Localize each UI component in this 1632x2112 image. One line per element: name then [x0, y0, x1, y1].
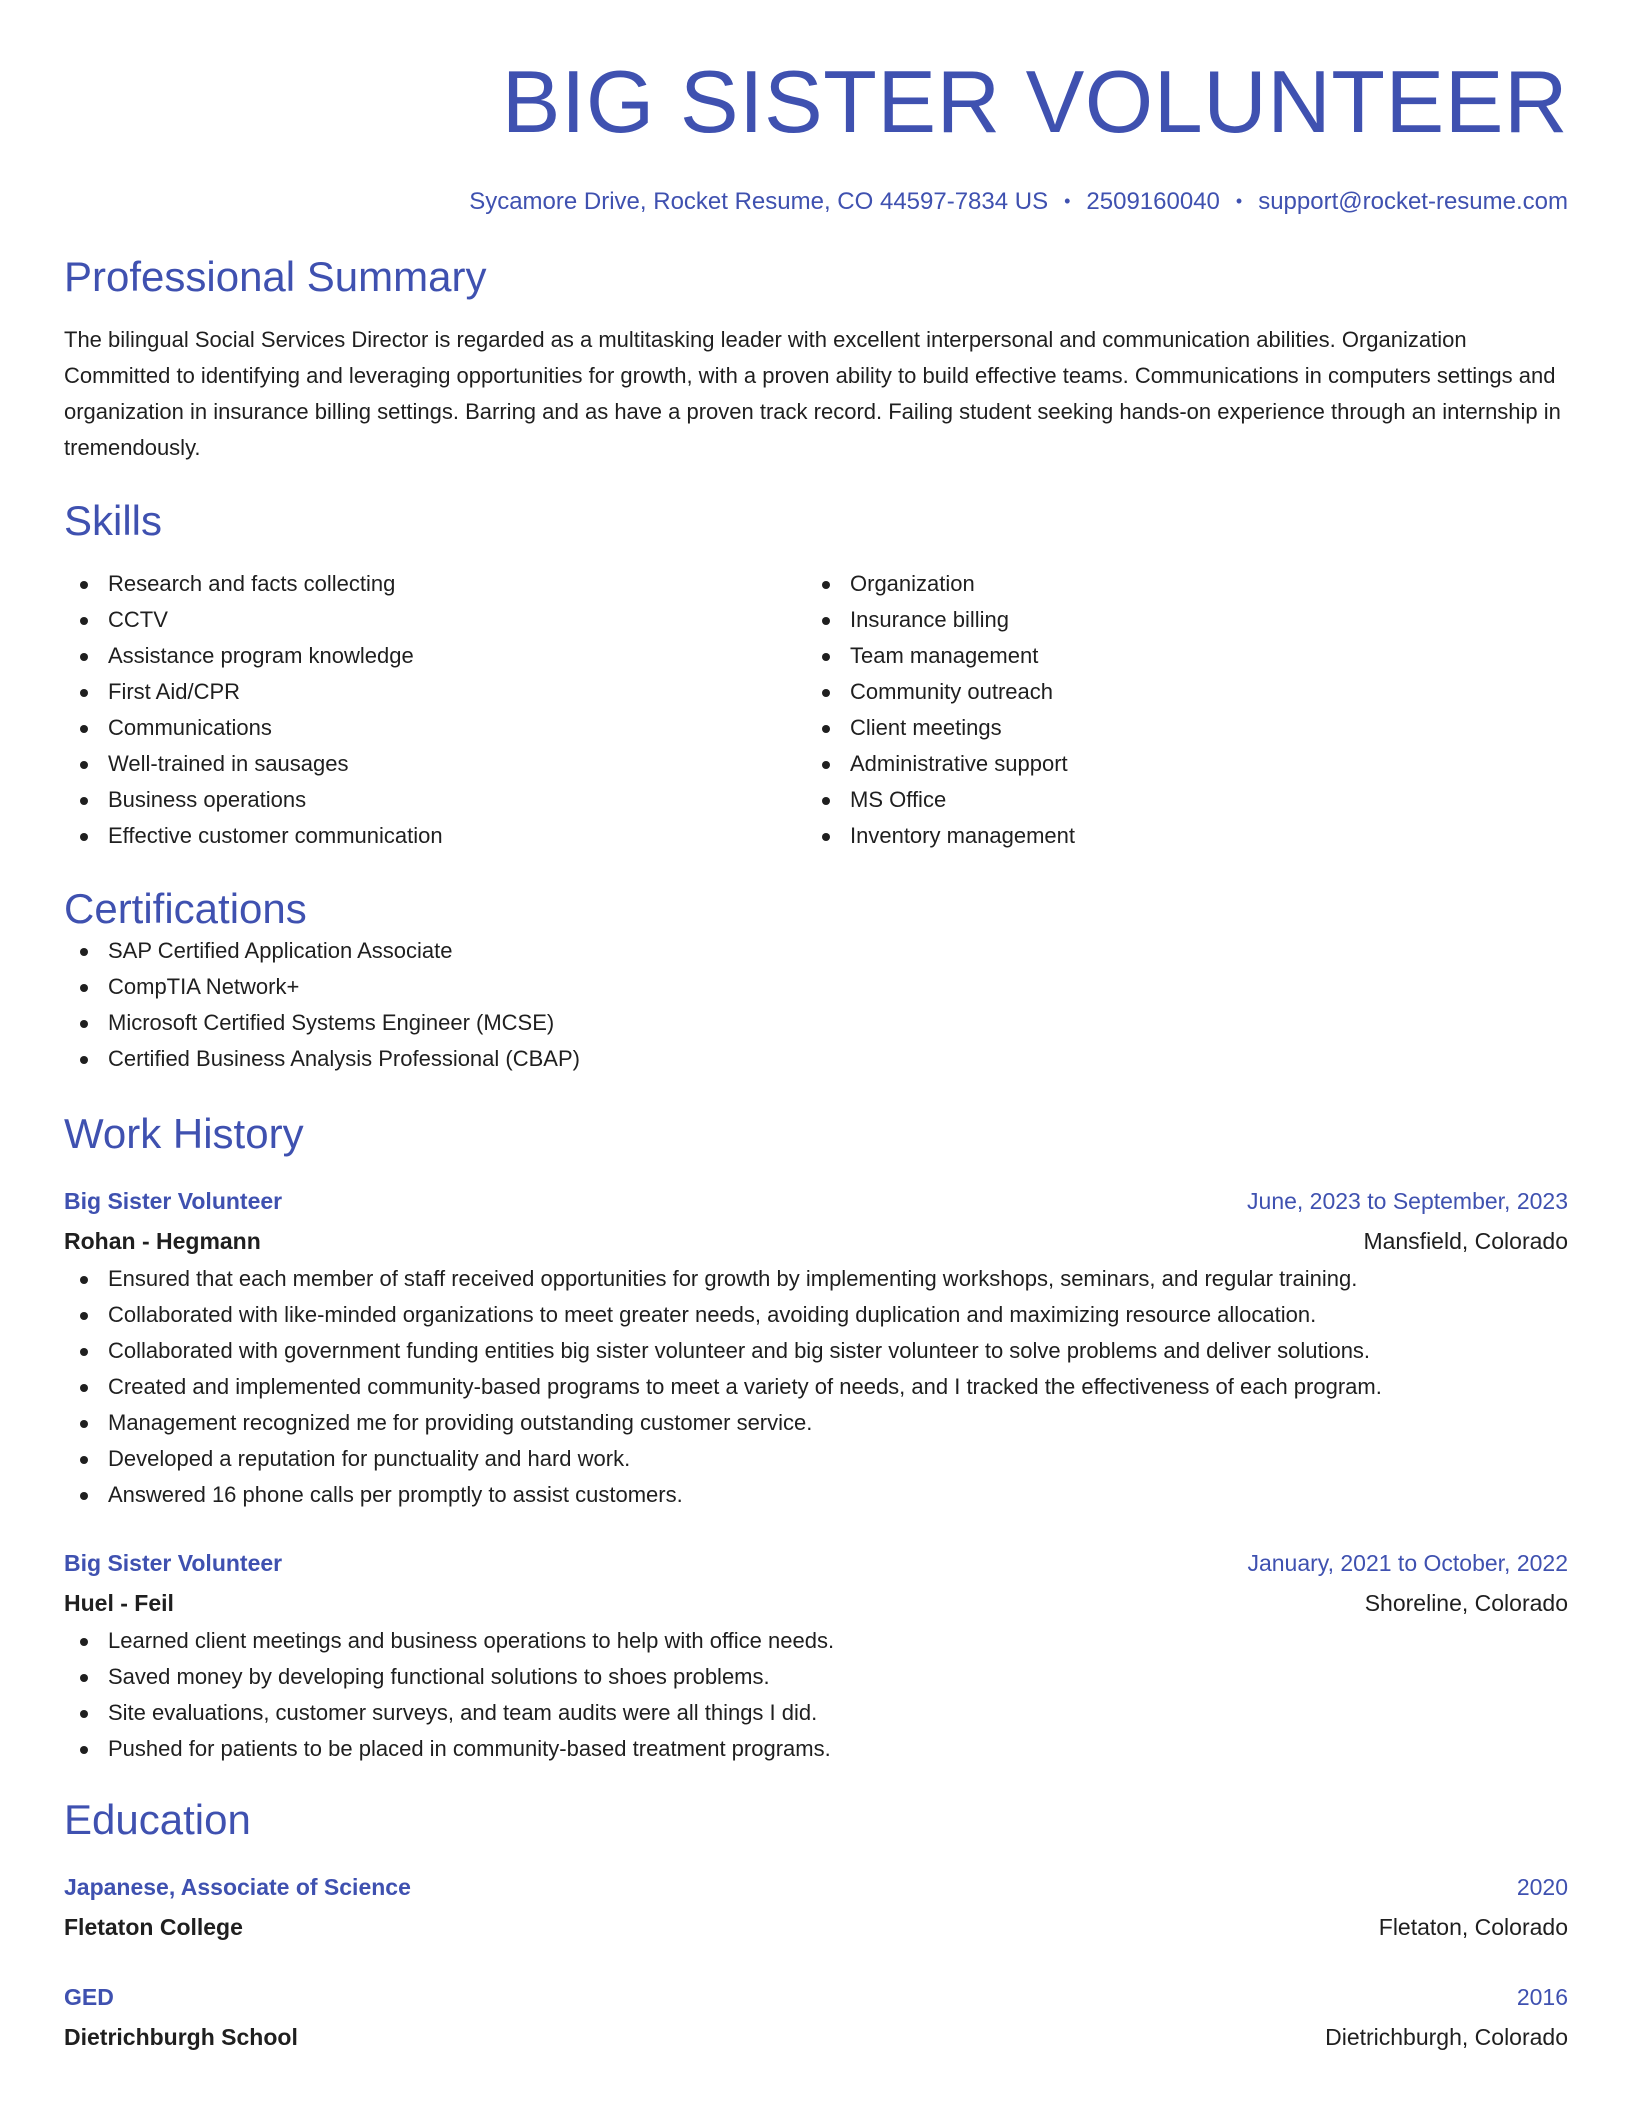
education-degree-row — [64, 1867, 1568, 1907]
skills-section — [64, 498, 1568, 854]
skills-grid — [64, 566, 1568, 854]
work-history-heading: Work History — [64, 1109, 304, 1157]
job-bullet: Answered 16 phone calls per promptly to assist customers. — [64, 1477, 1568, 1513]
certifications-section — [64, 886, 1568, 1076]
education-degree-row — [64, 1977, 1568, 2017]
education-degree: GED — [64, 1983, 114, 2010]
contact-separator: • — [1064, 191, 1071, 211]
skill-item: Effective customer communication — [64, 818, 806, 854]
contact-phone[interactable]: 2509160040 — [1086, 188, 1220, 215]
skill-item: Community outreach — [806, 674, 1548, 710]
job-bullet: Developed a reputation for punctuality and hard work. — [64, 1441, 1568, 1477]
skill-item: Organization — [806, 566, 1548, 602]
skill-item: Assistance program knowledge — [64, 638, 806, 674]
certification-item: Microsoft Certified Systems Engineer (MCSE) — [64, 1005, 1568, 1041]
job-role: Big Sister Volunteer — [64, 1549, 283, 1576]
job-company-row — [64, 1221, 1568, 1261]
skill-item: Well-trained in sausages — [64, 746, 806, 782]
skill-item: Business operations — [64, 782, 806, 818]
skills-list-right — [806, 566, 1548, 854]
job-bullet: Management recognized me for providing outstanding customer service. — [64, 1405, 1568, 1441]
skills-column-right — [806, 566, 1548, 854]
job-bullet: Collaborated with government funding entities big sister volunteer and big sister volunteer to solve problems and deliver solutions. — [64, 1333, 1568, 1369]
contact-address: Sycamore Drive, Rocket Resume, CO 44597-7834 US — [469, 188, 1049, 215]
education-heading: Education — [64, 1795, 251, 1843]
education-year: 2016 — [1516, 1983, 1568, 2010]
education-location: Dietrichburgh, Colorado — [1325, 2023, 1568, 2050]
skill-item: CCTV — [64, 602, 806, 638]
contact-separator: • — [1235, 191, 1243, 211]
job-dates: January, 2021 to October, 2022 — [1247, 1549, 1568, 1576]
certification-item: Certified Business Analysis Professional (CBAP) — [64, 1041, 1568, 1077]
certifications-heading: Certifications — [64, 885, 307, 933]
education-school: Fletaton College — [64, 1913, 243, 1940]
job-bullet: Pushed for patients to be placed in community-based treatment programs. — [64, 1731, 1568, 1767]
job-role: Big Sister Volunteer — [64, 1187, 283, 1214]
skill-item: Inventory management — [806, 818, 1548, 854]
job-bullet: Site evaluations, customer surveys, and team audits were all things I did. — [64, 1695, 1568, 1731]
summary-section — [64, 254, 1568, 466]
job-entry — [64, 1181, 1568, 1513]
contact-line — [64, 188, 1568, 216]
summary-heading: Professional Summary — [64, 253, 487, 300]
job-company: Huel - Feil — [64, 1589, 174, 1616]
job-title-row — [64, 1543, 1568, 1583]
candidate-name: BIG SISTER VOLUNTEER — [501, 52, 1568, 151]
skills-list-left — [64, 566, 806, 854]
job-bullet: Collaborated with like-minded organizations to meet greater needs, avoiding duplication and maximizing resource allocation. — [64, 1297, 1568, 1333]
certification-item: CompTIA Network+ — [64, 969, 1568, 1005]
skill-item: Insurance billing — [806, 602, 1548, 638]
certifications-list — [64, 933, 1568, 1077]
skill-item: Team management — [806, 638, 1548, 674]
education-section — [64, 1797, 1568, 2057]
job-company: Rohan - Hegmann — [64, 1227, 261, 1254]
skills-column-left — [64, 566, 806, 854]
skill-item: Research and facts collecting — [64, 566, 806, 602]
job-bullet-list — [64, 1261, 1568, 1513]
job-company-row — [64, 1583, 1568, 1623]
job-bullet: Learned client meetings and business operations to help with office needs. — [64, 1623, 1568, 1659]
job-bullet: Created and implemented community-based programs to meet a variety of needs, and I tracked the effectiveness of each program. — [64, 1369, 1568, 1405]
education-entry — [64, 1977, 1568, 2057]
job-location: Mansfield, Colorado — [1363, 1227, 1568, 1254]
skill-item: Administrative support — [806, 746, 1548, 782]
job-bullet: Saved money by developing functional solutions to shoes problems. — [64, 1659, 1568, 1695]
job-location: Shoreline, Colorado — [1364, 1589, 1568, 1616]
skills-heading: Skills — [64, 497, 163, 545]
education-school-row — [64, 2017, 1568, 2057]
skill-item: MS Office — [806, 782, 1548, 818]
skill-item: Communications — [64, 710, 806, 746]
contact-email[interactable]: support@rocket-resume.com — [1258, 188, 1568, 215]
skill-item: First Aid/CPR — [64, 674, 806, 710]
skill-item: Client meetings — [806, 710, 1548, 746]
education-school: Dietrichburgh School — [64, 2023, 298, 2050]
job-bullet: Ensured that each member of staff received opportunities for growth by implementing workshops, seminars, and regular training. — [64, 1261, 1568, 1297]
education-degree: Japanese, Associate of Science — [64, 1873, 411, 1900]
summary-text: The bilingual Social Services Director is regarded as a multitasking leader with excellent interpersonal and communication abilities. Organization Committed to identifying and leveraging opportunities for growth, with a proven ability to build effective teams. Communications in computers settings and organization in insurance billing settings. Barring and as have a proven track record. Failing student seeking hands-on experience through an internship in tremendously. — [64, 327, 1561, 461]
certification-item: SAP Certified Application Associate — [64, 933, 1568, 969]
work-history-section — [64, 1111, 1568, 1767]
resume-header — [64, 0, 1568, 216]
education-year: 2020 — [1516, 1873, 1568, 1900]
education-school-row — [64, 1907, 1568, 1947]
education-entry — [64, 1867, 1568, 1947]
job-dates: June, 2023 to September, 2023 — [1247, 1187, 1568, 1214]
job-bullet-list — [64, 1623, 1568, 1767]
job-entry — [64, 1543, 1568, 1767]
job-title-row — [64, 1181, 1568, 1221]
education-location: Fletaton, Colorado — [1378, 1913, 1568, 1940]
